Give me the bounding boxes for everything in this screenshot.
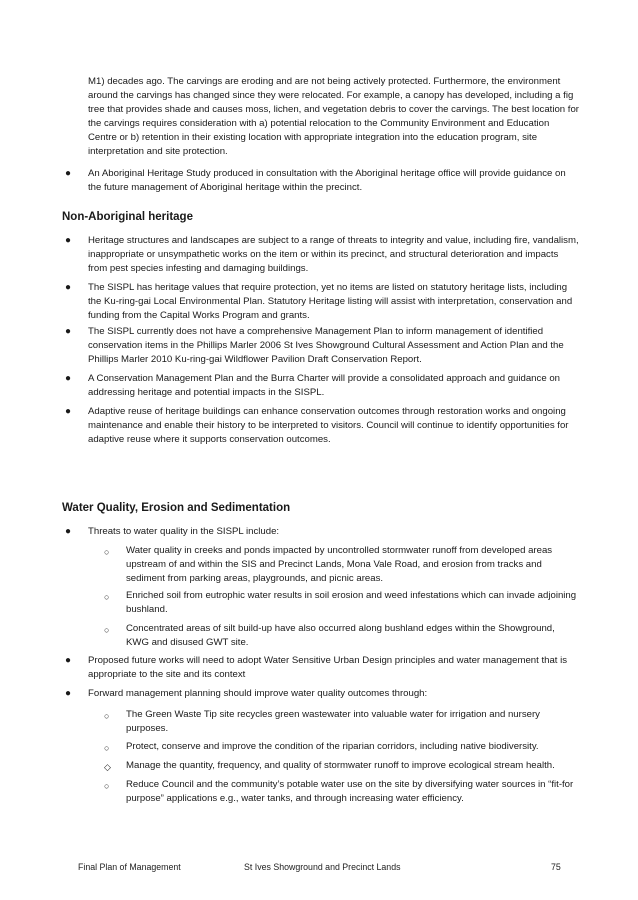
bullet-text: Forward management planning should improve water quality outcomes through: [88, 688, 428, 699]
bullet-text: Heritage structures and landscapes are subject to a range of threats to integrity and value, including fire, vandalism, inappropriate or unsympathetic works on the item or within its precinct, and structural deterioration and impacts from pest species infesting and damaging buildings. [88, 235, 579, 274]
page-number: 75 [551, 862, 561, 872]
circle-bullet-icon: ◇ [104, 762, 111, 772]
footer-site-name: St Ives Showground and Precinct Lands [244, 862, 401, 872]
bullet-icon: ● [65, 406, 72, 417]
bullet-icon: ● [65, 655, 72, 666]
circle-bullet-icon: ○ [104, 592, 110, 602]
bullet-icon: ● [65, 282, 72, 293]
bullet-icon: ● [65, 526, 72, 537]
bullet-text: Threats to water quality in the SISPL include: [88, 526, 280, 537]
section-heading-non-aboriginal: Non-Aboriginal heritage [62, 211, 193, 223]
bullet-text: An Aboriginal Heritage Study produced in consultation with the Aboriginal heritage office will provide guidance on the future management of Aboriginal heritage within the precinct. [88, 168, 566, 193]
sub-bullet-text: Water quality in creeks and ponds impacted by uncontrolled stormwater runoff from developed areas upstream of and within the SIS and Precinct Lands, Mona Vale Road, and erosion from tracks and sediment from parking areas, playgrounds, and picnic areas. [126, 545, 553, 584]
bullet-text: The SISPL currently does not have a comprehensive Management Plan to inform management of identified conservation items in the Phillips Marler 2006 St Ives Showground Cultural Assessment and Action Plan and the Phillips Marler 2010 Ku-ring-gai Wildflower Pavilion Draft Conservation Report. [88, 326, 564, 365]
bullet-text: Proposed future works will need to adopt Water Sensitive Urban Design principles and water management that is appropriate to the site and its context [88, 655, 568, 680]
circle-bullet-icon: ○ [104, 547, 110, 557]
intro-paragraph: M1) decades ago. The carvings are eroding and are not being actively protected. Furthermore, the environment around the carvings has changed since they were relocated. For example, a canopy has developed, including a fig tree that provides shade and causes moss, lichen, and vegetation debris to cover the carvings. The best location for the carvings requires consideration with a) potential relocation to the Community Environment and Education Centre or b) retention in their existing location with appropriate integration into the education program, site interpretation and site protection. [88, 76, 579, 157]
circle-bullet-icon: ○ [104, 743, 110, 753]
bullet-icon: ● [65, 235, 72, 246]
sub-bullet-text: Concentrated areas of silt build-up have also occurred along bushland edges within the Showground, KWG and disused GWT site. [126, 623, 555, 648]
sub-bullet-text: Enriched soil from eutrophic water results in soil erosion and weed infestations which can invade adjoining bushland. [126, 590, 577, 615]
footer-document-title: Final Plan of Management [78, 862, 181, 872]
sub-bullet-text: Protect, conserve and improve the condition of the riparian corridors, including native biodiversity. [126, 741, 539, 752]
circle-bullet-icon: ○ [104, 781, 110, 791]
section-heading-water-quality: Water Quality, Erosion and Sedimentation [62, 502, 291, 514]
circle-bullet-icon: ○ [104, 711, 110, 721]
bullet-text: The SISPL has heritage values that require protection, yet no items are listed on statutory heritage lists, including the Ku-ring-gai Local Environmental Plan. Statutory Heritage listing will assist with interpretation, conservation and funding from the Capital Works Program and grants. [88, 282, 573, 321]
bullet-icon: ● [65, 688, 72, 699]
bullet-text: A Conservation Management Plan and the Burra Charter will provide a consolidated approach and guidance on addressing heritage and potential impacts in the SISPL. [88, 373, 560, 398]
bullet-icon: ● [65, 373, 72, 384]
bullet-text: Adaptive reuse of heritage buildings can enhance conservation outcomes through restoration works and ongoing maintenance and enable their history to be interpreted to visitors. Council will continue to identify opportunities for adaptive reuse where it supports conservation outcomes. [88, 406, 569, 445]
sub-bullet-text: Reduce Council and the community’s potable water use on the site by diversifying water sources in “fit-for purpose” applications e.g., water tanks, and through increasing water efficiency. [126, 779, 574, 804]
circle-bullet-icon: ○ [104, 625, 110, 635]
sub-bullet-text: Manage the quantity, frequency, and quality of stormwater runoff to improve ecological stream health. [126, 760, 555, 771]
sub-bullet-text: The Green Waste Tip site recycles green wastewater into valuable water for irrigation and nursery purposes. [126, 709, 540, 734]
bullet-icon: ● [65, 326, 72, 337]
bullet-icon: ● [65, 168, 72, 179]
